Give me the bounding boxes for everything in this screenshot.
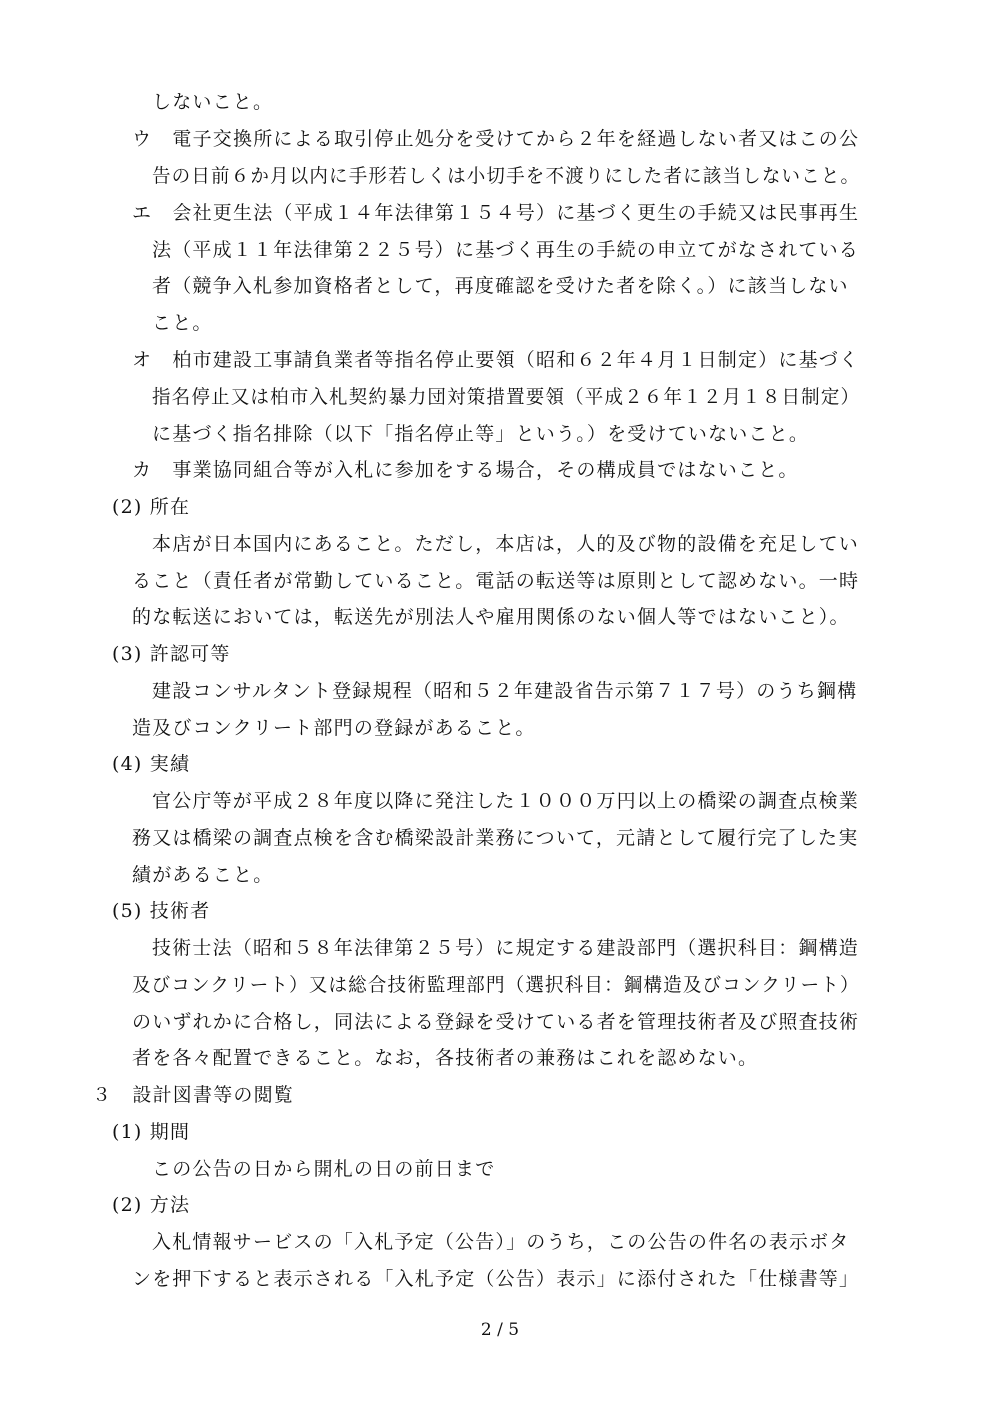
section-heading: (2) 所在 (112, 496, 191, 518)
text-line: に基づく指名排除（以下「指名停止等」という。）を受けていないこと。 (152, 423, 810, 445)
text-line: オ 柏市建設工事請負業者等指名停止要領（昭和６２年４月１日制定）に基づく (132, 349, 860, 371)
text-line: しないこと。 (152, 91, 274, 113)
text-line: こと。 (152, 312, 213, 334)
text-line: のいずれかに合格し，同法による登録を受けている者を管理技術者及び照査技術 (132, 1011, 860, 1033)
text-line: 技術士法（昭和５８年法律第２５号）に規定する建設部門（選択科目：鋼構造 (152, 937, 860, 959)
text-line: 的な転送においては，転送先が別法人や雇用関係のない個人等ではないこと）。 (132, 606, 850, 628)
text-line: ウ 電子交換所による取引停止処分を受けてから２年を経過しない者又はこの公 (132, 128, 860, 150)
section-heading: (3) 許認可等 (112, 643, 231, 665)
text-line: カ 事業協同組合等が入札に参加をする場合，その構成員ではないこと。 (132, 459, 799, 481)
text-line: 建設コンサルタント登録規程（昭和５２年建設省告示第７１７号）のうち鋼構 (152, 680, 858, 702)
text-line: ること（責任者が常勤していること。電話の転送等は原則として認めない。一時 (132, 570, 860, 592)
text-line: 告の日前６か月以内に手形若しくは小切手を不渡りにした者に該当しないこと。 (152, 165, 861, 187)
text-line: 入札情報サービスの「入札予定（公告）」のうち，この公告の件名の表示ボタ (152, 1231, 850, 1253)
text-line: 本店が日本国内にあること。ただし，本店は，人的及び物的設備を充足してい (152, 533, 860, 555)
page-number: 2 / 5 (480, 1320, 520, 1340)
text-line: 者を各々配置できること。なお，各技術者の兼務はこれを認めない。 (132, 1047, 759, 1069)
text-line: 及びコンクリート）又は総合技術監理部門（選択科目：鋼構造及びコンクリート） (132, 974, 860, 996)
text-line: 造及びコンクリート部門の登録があること。 (132, 717, 536, 739)
text-line: 績があること。 (132, 864, 274, 886)
text-line: 指名停止又は柏市入札契約暴力団対策措置要領（平成２６年１２月１８日制定） (152, 386, 861, 408)
section-heading: (5) 技術者 (112, 900, 211, 922)
section-heading: (1) 期間 (112, 1121, 191, 1143)
text-line: 法（平成１１年法律第２２５号）に基づく再生の手続の申立てがなされている (152, 239, 860, 261)
text-line: この公告の日から開札の日の前日まで (152, 1158, 496, 1180)
text-line: 官公庁等が平成２８年度以降に発注した１０００万円以上の橋梁の調査点検業 (152, 790, 860, 812)
section-heading: (2) 方法 (112, 1194, 191, 1216)
section-heading: ３ 設計図書等の閲覧 (92, 1084, 295, 1106)
text-line: 者（競争入札参加資格者として，再度確認を受けた者を除く。）に該当しない (152, 275, 849, 297)
text-line: 務又は橋梁の調査点検を含む橋梁設計業務について，元請として履行完了した実 (132, 827, 859, 849)
text-line: エ 会社更生法（平成１４年法律第１５４号）に基づく更生の手続又は民事再生 (132, 202, 860, 224)
section-heading: (4) 実績 (112, 753, 191, 775)
text-line: ンを押下すると表示される「入札予定（公告）表示」に添付された「仕様書等」 (132, 1268, 860, 1290)
